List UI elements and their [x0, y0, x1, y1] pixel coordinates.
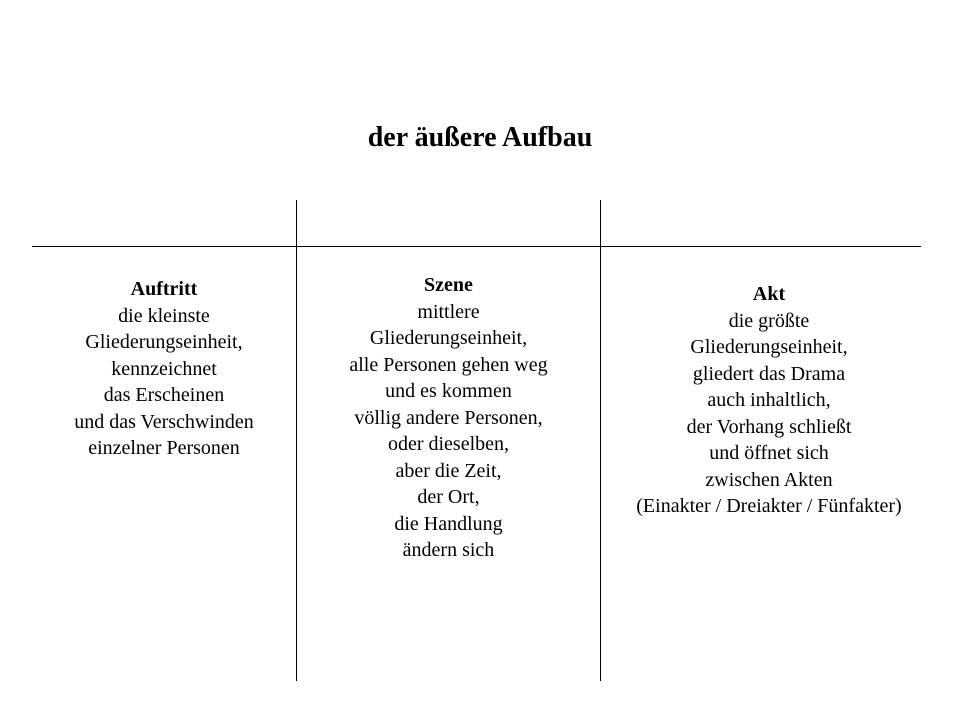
column-line: Gliederungseinheit,: [369, 327, 528, 349]
column-line: der Vorhang schließt: [686, 415, 852, 438]
column-line: Gliederungseinheit,: [690, 336, 848, 358]
column-line: auch inhaltlich,: [707, 389, 831, 411]
column-line: ändern sich: [402, 539, 495, 561]
column-line: und das Verschwinden: [74, 410, 254, 433]
column-line: das Erscheinen: [103, 384, 225, 406]
column-line: (Einakter / Dreiakter / Fünfakter): [636, 495, 902, 517]
column-line: und öffnet sich: [709, 442, 829, 464]
column-line: Gliederungseinheit,: [85, 331, 243, 353]
column-auftritt: [32, 276, 296, 462]
column-line: kennzeichnet: [111, 357, 217, 380]
column-line: die kleinste: [118, 304, 210, 327]
column-line: einzelner Personen: [88, 437, 240, 459]
column-szene: [297, 272, 600, 564]
column-heading: Akt: [752, 283, 786, 305]
diagram-title: der äußere Aufbau: [367, 122, 593, 153]
column-line: völlig andere Personen,: [354, 406, 543, 429]
column-line: und es kommen: [385, 380, 512, 402]
column-line: oder dieselben,: [387, 433, 510, 455]
column-heading: Auftritt: [130, 278, 198, 300]
column-line: der Ort,: [417, 486, 480, 508]
column-line: alle Personen gehen weg: [349, 353, 548, 376]
column-heading: Szene: [424, 274, 473, 296]
column-line: die Handlung: [394, 512, 503, 535]
column-line: gliedert das Drama: [692, 362, 846, 385]
column-line: die größte: [728, 309, 810, 332]
column-akt: [601, 281, 937, 520]
column-line: aber die Zeit,: [395, 459, 502, 482]
column-line: zwischen Akten: [705, 468, 833, 491]
column-line: mittlere: [417, 300, 480, 323]
horizontal-divider: [32, 246, 921, 247]
